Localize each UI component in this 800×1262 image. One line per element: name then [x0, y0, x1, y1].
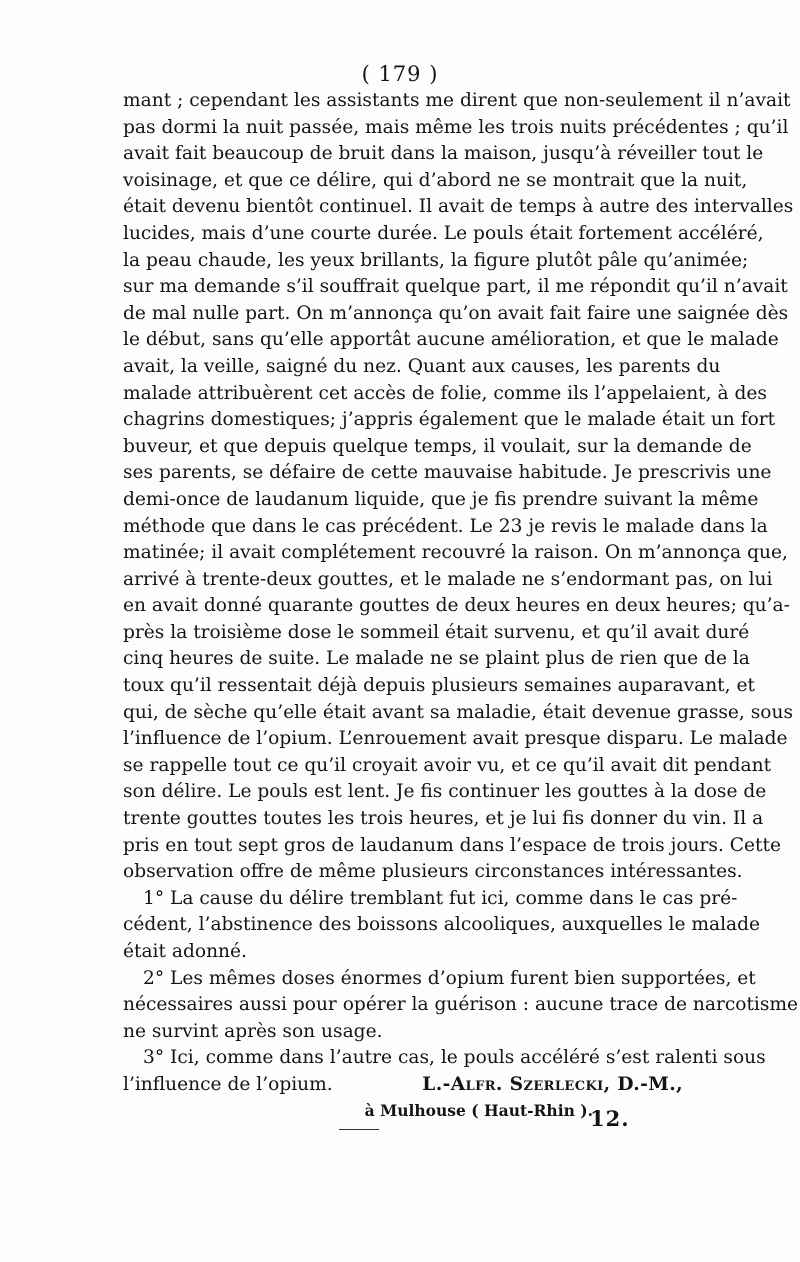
text-line: buveur, et que depuis quelque temps, il voulait, sur la demande de	[123, 435, 752, 457]
paragraph	[123, 966, 799, 1046]
text-line: demi-once de laudanum liquide, que je fis prendre suivant la même	[123, 488, 759, 510]
text-line: cédent, l’abstinence des boissons alcooliques, auxquelles le malade	[123, 914, 761, 936]
text-line: l’influence de l’opium. L’enrouement avait presque disparu. Le malade	[123, 728, 788, 750]
text-line: 1° La cause du délire tremblant fut ici, comme dans le cas pré-	[143, 887, 738, 909]
signature-mark: 12.	[590, 1106, 630, 1131]
text-line: voisinage, et que ce délire, qui d’abord ne se montrait que la nuit,	[123, 169, 748, 191]
paragraph	[123, 88, 794, 886]
text-line: observation offre de même plusieurs circonstances intéressantes.	[123, 861, 743, 883]
text-line: arrivé à trente-deux gouttes, et le malade ne s’endormant pas, on lui	[123, 568, 773, 590]
text-line: sur ma demande s’il souffrait quelque part, il me répondit qu’il n’avait	[123, 276, 788, 298]
body-text	[123, 88, 799, 1130]
closing-line	[123, 1072, 683, 1099]
text-line: avait fait beaucoup de bruit dans la maison, jusqu’à réveiller tout le	[123, 143, 764, 165]
text-line: près la troisième dose le sommeil était survenu, et qu’il avait duré	[123, 621, 750, 643]
text-line: trente gouttes toutes les trois heures, et je lui fis donner du vin. Il a	[123, 808, 764, 830]
text-line: la peau chaude, les yeux brillants, la figure plutôt pâle qu’animée;	[123, 249, 749, 271]
text-line: toux qu’il ressentait déjà depuis plusieurs semaines auparavant, et	[123, 675, 755, 697]
text-line: son délire. Le pouls est lent. Je fis continuer les gouttes à la dose de	[123, 781, 767, 803]
text-line: qui, de sèche qu’elle était avant sa maladie, était devenue grasse, sous	[123, 701, 794, 723]
text-line: méthode que dans le cas précédent. Le 23 je revis le malade dans la	[123, 515, 768, 537]
text-line: en avait donné quarante gouttes de deux heures en deux heures; qu’a-	[123, 595, 790, 617]
text-line: nécessaires aussi pour opérer la guérison : aucune trace de narcotisme	[123, 994, 799, 1016]
text-line: le début, sans qu’elle apportât aucune amélioration, et que le malade	[123, 329, 779, 351]
text-line: pas dormi la nuit passée, mais même les trois nuits précédentes ; qu’il	[123, 116, 789, 138]
text-line: 2° Les mêmes doses énormes d’opium furent bien supportées, et	[143, 967, 756, 989]
page-number: ( 179 )	[361, 62, 439, 86]
author-place: à Mulhouse ( Haut-Rhin ).	[364, 1100, 593, 1120]
text-line: mant ; cependant les assistants me dirent que non-seulement il n’avait	[123, 90, 791, 111]
paragraph	[123, 1045, 766, 1072]
text-line: malade attribuèrent cet accès de folie, comme ils l’appelaient, à des	[123, 382, 767, 404]
text-line: avait, la veille, saigné du nez. Quant aux causes, les parents du	[123, 355, 721, 377]
text-line: cinq heures de suite. Le malade ne se plaint plus de rien que de la	[123, 648, 750, 670]
paragraphs	[123, 88, 799, 1072]
text-line: matinée; il avait complétement recouvré la raison. On m’annonça que,	[123, 542, 788, 564]
text-line: lucides, mais d’une courte durée. Le pouls était fortement accéléré,	[123, 222, 764, 244]
closing-rule	[339, 1129, 379, 1130]
text-line: 3° Ici, comme dans l’autre cas, le pouls accéléré s’est ralenti sous	[143, 1047, 766, 1069]
text-line: chagrins domestiques; j’appris également que le malade était un fort	[123, 409, 776, 431]
text-line: se rappelle tout ce qu’il croyait avoir vu, et ce qu’il avait dit pendant	[123, 754, 772, 776]
paragraph	[123, 886, 761, 966]
text-line: était devenu bientôt continuel. Il avait de temps à autre des intervalles	[123, 196, 794, 218]
text-line: de mal nulle part. On m’annonça qu’on avait fait faire une saignée dès	[123, 302, 789, 324]
text-line: était adonné.	[123, 941, 247, 962]
text-line: pris en tout sept gros de laudanum dans l’espace de trois jours. Cette	[123, 834, 781, 856]
text-line: ne survint après son usage.	[123, 1020, 383, 1042]
closing-text: l’influence de l’opium.	[123, 1073, 333, 1095]
text-line: ses parents, se défaire de cette mauvaise habitude. Je prescrivis une	[123, 462, 772, 484]
author-name: L.-Alfr. Szerlecki, D.-M.,	[422, 1073, 683, 1095]
